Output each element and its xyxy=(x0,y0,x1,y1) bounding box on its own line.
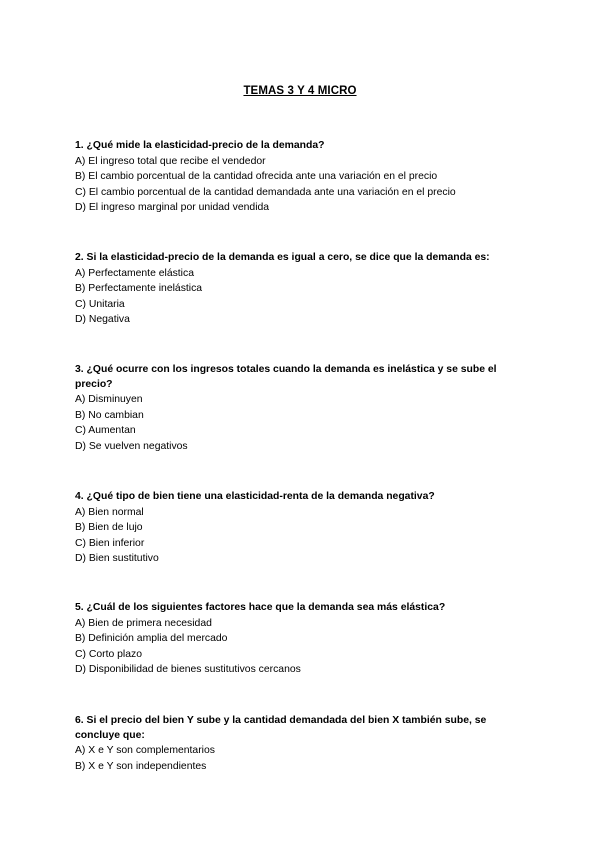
question-3 xyxy=(75,363,530,454)
option-b: B) Definición amplia del mercado xyxy=(75,633,228,644)
option-d: D) El ingreso marginal por unidad vendida xyxy=(75,202,270,213)
options-list xyxy=(75,505,530,567)
options-list xyxy=(75,743,530,774)
page-title: TEMAS 3 Y 4 MICRO xyxy=(243,85,357,97)
question-1 xyxy=(75,139,530,216)
question-6 xyxy=(75,714,530,774)
question-text: 5. ¿Cuál de los siguientes factores hace que la demanda sea más elástica? xyxy=(75,602,446,613)
option-d: D) Bien sustitutivo xyxy=(75,553,159,564)
option-c: C) Aumentan xyxy=(75,425,136,436)
option-a: A) Disminuyen xyxy=(75,394,143,405)
option-c: C) Bien inferior xyxy=(75,537,145,549)
question-text: 3. ¿Qué ocurre con los ingresos totales cuando la demanda es inelástica y se sube el precio? xyxy=(75,364,497,390)
option-b: B) El cambio porcentual de la cantidad ofrecida ante una variación en el precio xyxy=(75,171,438,182)
option-d: D) Negativa xyxy=(75,314,130,325)
option-d: D) Se vuelven negativos xyxy=(75,440,188,452)
option-c: C) El cambio porcentual de la cantidad demandada ante una variación en el precio xyxy=(75,186,456,198)
option-b: B) Perfectamente inelástica xyxy=(75,283,203,294)
question-text: 6. Si el precio del bien Y sube y la cantidad demandada del bien X también sube, se concluye que: xyxy=(75,715,487,741)
question-text: 4. ¿Qué tipo de bien tiene una elasticidad-renta de la demanda negativa? xyxy=(75,491,435,502)
option-a: A) Bien normal xyxy=(75,506,144,518)
option-a: A) Bien de primera necesidad xyxy=(75,617,212,629)
option-a: A) El ingreso total que recibe el vendedor xyxy=(75,155,266,167)
options-list xyxy=(75,266,530,328)
option-a: A) Perfectamente elástica xyxy=(75,267,194,279)
options-list xyxy=(75,392,530,454)
question-5 xyxy=(75,601,530,678)
question-2 xyxy=(75,251,530,328)
option-d: D) Disponibilidad de bienes sustitutivos cercanos xyxy=(75,664,301,675)
option-b: B) X e Y son independientes xyxy=(75,760,207,772)
option-a: A) X e Y son complementarios xyxy=(75,745,215,756)
option-b: B) Bien de lujo xyxy=(75,522,143,533)
question-text: 1. ¿Qué mide la elasticidad-precio de la demanda? xyxy=(75,140,325,151)
option-c: C) Corto plazo xyxy=(75,648,142,660)
question-4 xyxy=(75,490,530,567)
option-c: C) Unitaria xyxy=(75,298,125,310)
option-b: B) No cambian xyxy=(75,409,144,421)
options-list xyxy=(75,154,530,216)
options-list xyxy=(75,616,530,678)
question-text: 2. Si la elasticidad-precio de la demanda es igual a cero, se dice que la demanda es: xyxy=(75,252,490,263)
